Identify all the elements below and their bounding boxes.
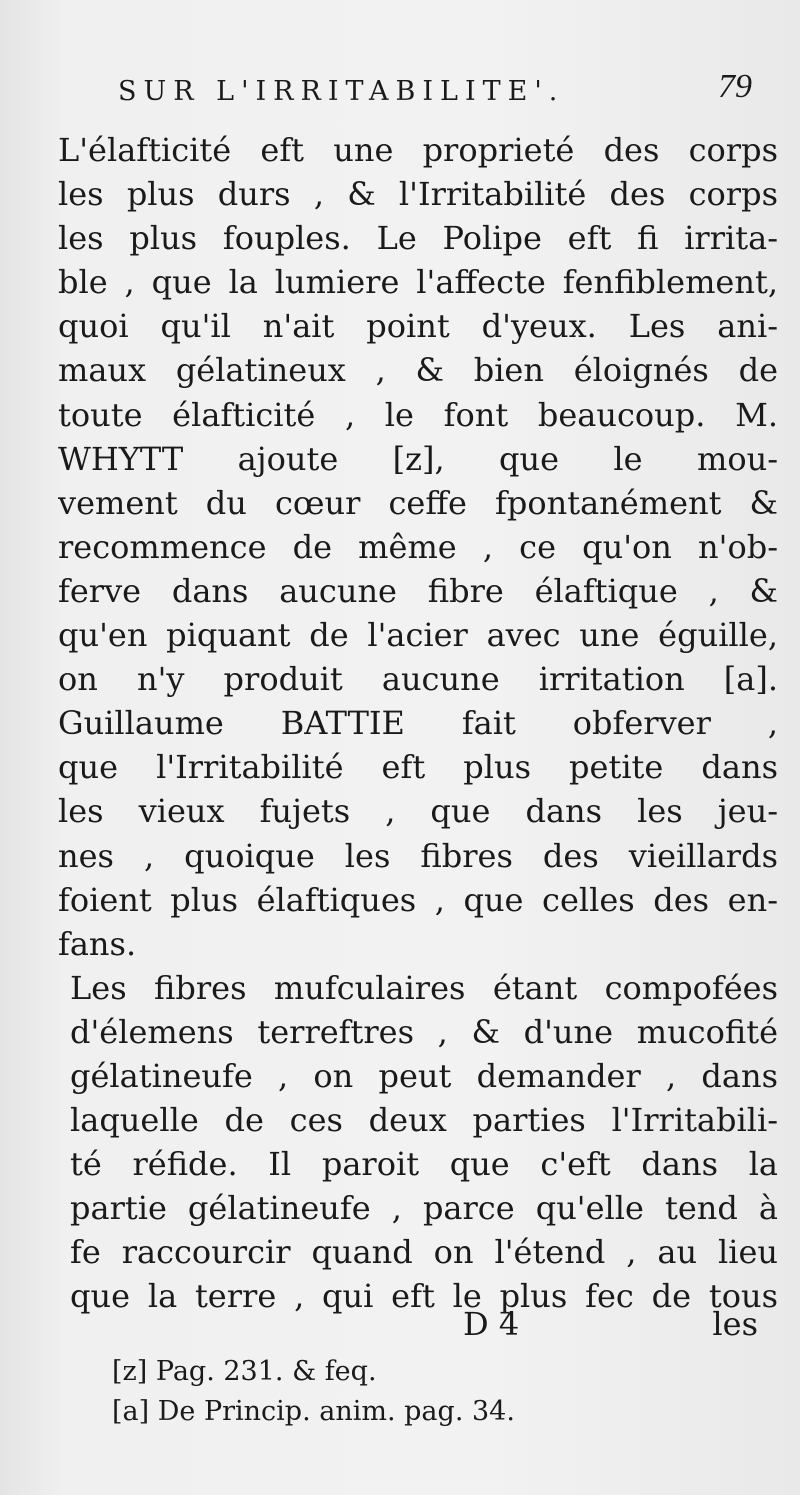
- text-line: partie gélatineufe , parce qu'elle tend à: [70, 1189, 778, 1228]
- text-line: quoi qu'il n'ait point d'yeux. Les ani-: [58, 307, 778, 346]
- text-line: Guillaume BATTIE fait obferver ,: [58, 704, 778, 743]
- running-head-title: SUR L'IRRITABILITE'.: [118, 76, 565, 107]
- text-line: maux gélatineux , & bien éloignés de: [58, 351, 778, 390]
- footnote-a: [a] De Princip. anim. pag. 34.: [112, 1396, 515, 1427]
- text-line: les vieux fujets , que dans les jeu-: [58, 792, 778, 831]
- catchword: les: [712, 1305, 758, 1343]
- footnote-z: [z] Pag. 231. & feq.: [112, 1356, 377, 1387]
- text-line: gélatineufe , on peut demander , dans: [70, 1056, 778, 1095]
- text-line: d'élemens terreftres , & d'une mucofité: [70, 1012, 778, 1051]
- footnotes: [112, 1352, 672, 1432]
- text-line: recommence de même , ce qu'on n'ob-: [58, 527, 778, 566]
- text-line: vement du cœur ceffe fpontanément &: [58, 483, 778, 522]
- page-number: 79: [718, 68, 752, 105]
- text-line: les plus fouples. Le Polipe eft fi irrita-: [58, 219, 778, 258]
- catchline: [58, 1305, 758, 1351]
- text-line: foient plus élaftiques , que celles des en-: [58, 880, 778, 919]
- text-line: té réfide. Il paroit que c'eft dans la: [70, 1145, 778, 1184]
- text-line: nes , quoique les fibres des vieillards: [58, 836, 778, 875]
- text-line: qu'en piquant de l'acier avec une éguille,: [58, 616, 778, 655]
- text-line: fe raccourcir quand on l'étend , au lieu: [70, 1233, 778, 1272]
- text-line: on n'y produit aucune irritation [a].: [58, 660, 778, 699]
- running-head: [118, 68, 758, 116]
- signature-mark: D 4: [463, 1305, 520, 1343]
- text-line: les plus durs , & l'Irritabilité des corps: [58, 175, 778, 214]
- text-line: laquelle de ces deux parties l'Irritabili-: [70, 1101, 778, 1140]
- text-line: que l'Irritabilité eft plus petite dans: [58, 748, 778, 787]
- text-line: toute élafticité , le font beaucoup. M.: [58, 395, 778, 434]
- body-text: [58, 128, 778, 1319]
- text-line: fans.: [58, 924, 137, 963]
- text-line: WHYTT ajoute [z], que le mou-: [58, 439, 778, 478]
- text-line: L'élafticité eft une proprieté des corps: [58, 131, 778, 169]
- text-line: ferve dans aucune fibre élaftique , &: [58, 571, 778, 610]
- text-line: que la terre , qui eft le plus fec de tous: [70, 1277, 778, 1316]
- text-line: ble , que la lumiere l'affecte fenfiblement,: [58, 263, 778, 302]
- text-line: Les fibres mufculaires étant compofées: [70, 968, 778, 1007]
